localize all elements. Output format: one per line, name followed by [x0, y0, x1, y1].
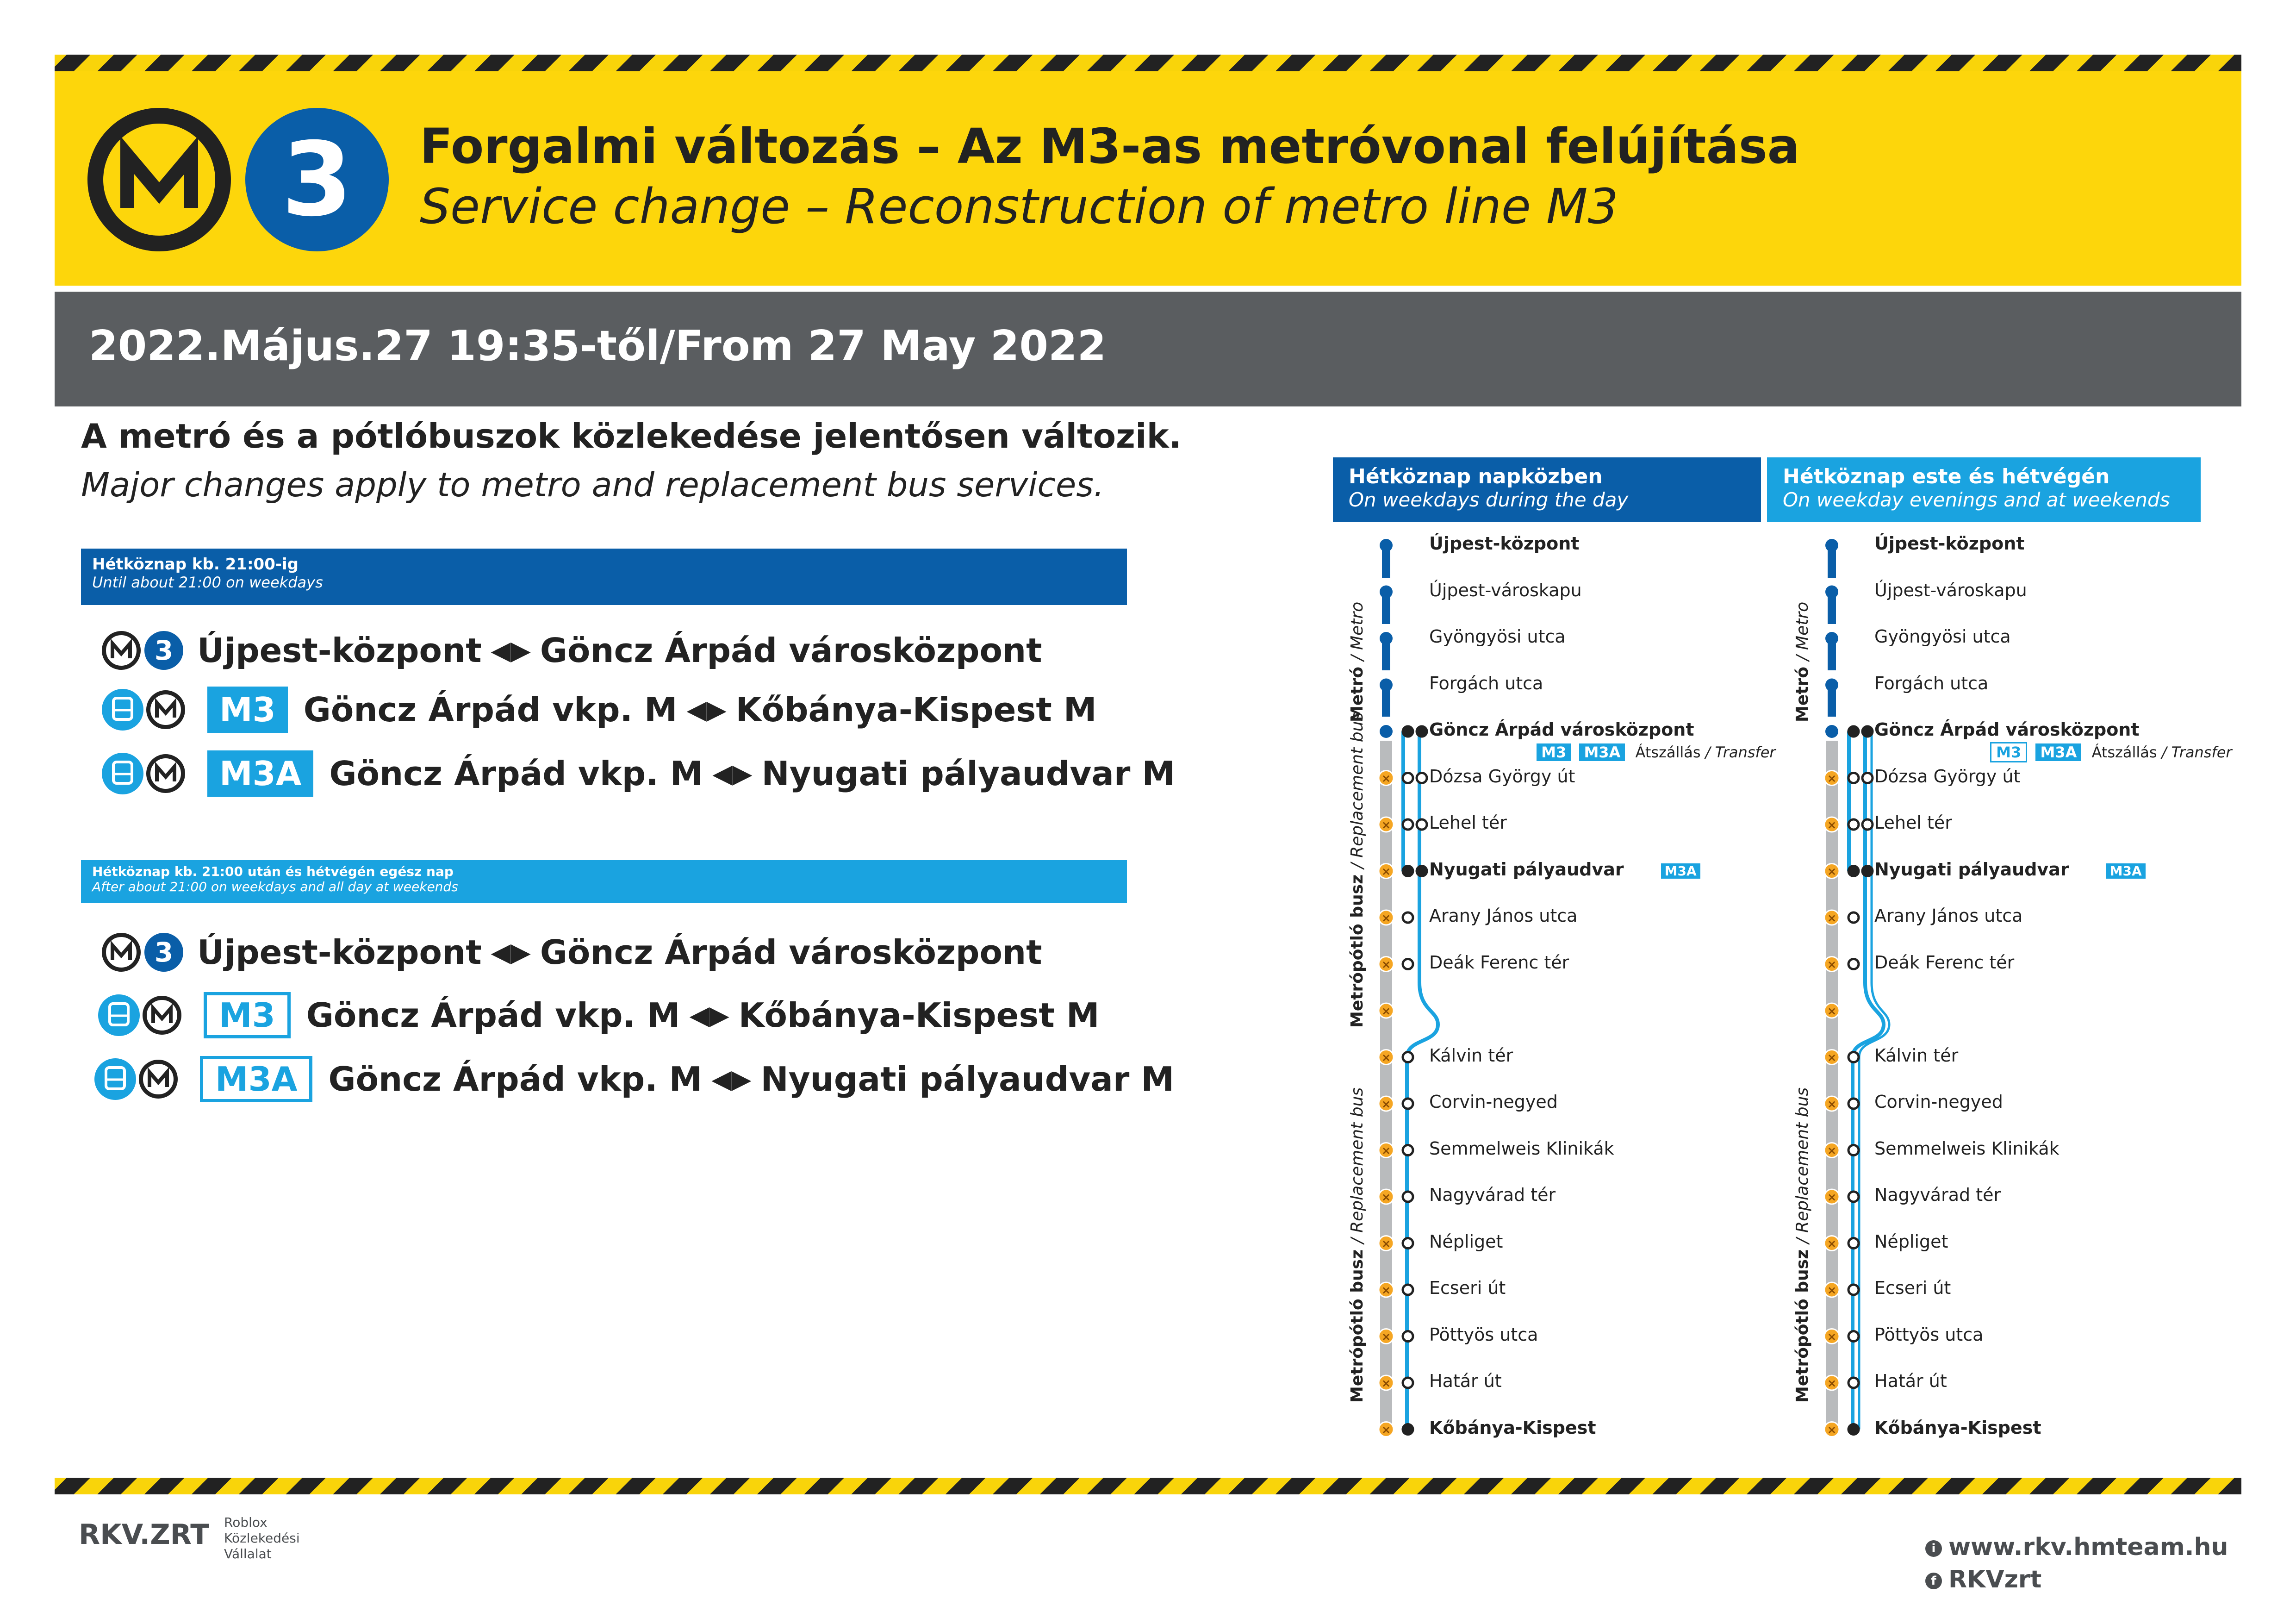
closed-cross-icon: × — [1381, 772, 1391, 785]
bus-label: Metrópótló busz — [1348, 874, 1367, 1028]
bus-stop-marker — [1848, 1052, 1859, 1062]
station-label: Semmelweis Klinikák — [1874, 1138, 2060, 1159]
evening-band-hu: Hétköznap kb. 21:00 után és hétvégén egész nap — [92, 864, 454, 879]
metro-label-en: / Metro — [1348, 601, 1367, 661]
m3-tag: M3 — [204, 992, 291, 1038]
closed-cross-icon: × — [1827, 1377, 1837, 1390]
transfer-row-day — [1425, 743, 1776, 761]
bus-stop-marker — [1403, 1285, 1413, 1295]
bus-stop-marker — [1403, 773, 1413, 783]
bidirectional-arrow-icon: ◀▶ — [491, 635, 531, 666]
bus-stop-marker — [1417, 726, 1427, 737]
title-hungarian: Forgalmi változás – Az M3-as metróvonal felújítása — [420, 118, 1800, 175]
bus-stop-marker — [1403, 819, 1413, 830]
bus-stop-marker — [1848, 1424, 1859, 1435]
bus-section-label-1 — [1348, 712, 1367, 1028]
line-3-icon: 3 — [144, 933, 183, 972]
closed-cross-icon: × — [1381, 1284, 1391, 1297]
route-to: Nyugati pályaudvar M — [760, 1060, 1175, 1099]
station-label: Kálvin tér — [1874, 1045, 1959, 1066]
bus-stop-marker — [1848, 1331, 1859, 1342]
bus-stop-marker — [1848, 1099, 1859, 1109]
website-text: www.rkv.hmteam.hu — [1948, 1533, 2228, 1561]
effective-date: 2022.Május.27 19:35-től/From 27 May 2022 — [89, 322, 1107, 370]
bus-label-en: / Replacement bus — [1348, 712, 1367, 869]
bus-label-en: / Replacement bus — [1348, 1087, 1367, 1244]
bus-stop-marker — [1848, 726, 1859, 737]
station-label: Nyugati pályaudvar M3A — [1429, 859, 1700, 880]
station-label: Nagyvárad tér — [1429, 1185, 1556, 1205]
closed-cross-icon: × — [1827, 1423, 1837, 1437]
m3a-tag: M3A — [200, 1056, 312, 1102]
bidirectional-arrow-icon: ◀▶ — [711, 1064, 752, 1094]
station-label: Dózsa György út — [1874, 766, 2021, 787]
route-to: Nyugati pályaudvar M — [761, 754, 1176, 793]
bus-section-label-3 — [1793, 1087, 1812, 1403]
closed-cross-icon: × — [1827, 818, 1837, 831]
route-to: Kőbánya-Kispest M — [735, 690, 1097, 729]
bus-stop-marker — [1403, 1192, 1413, 1202]
bidirectional-arrow-icon: ◀▶ — [689, 1000, 729, 1031]
transfer-label-en: / Transfer — [2161, 743, 2232, 761]
nyugati-m3a-tag: M3A — [2106, 863, 2146, 879]
facebook-icon: f — [1925, 1573, 1942, 1589]
col2-title-en: On weekday evenings and at weekends — [1783, 488, 2170, 511]
closed-cross-icon: × — [1381, 1330, 1391, 1343]
brand-sub-2: Közlekedési — [224, 1530, 300, 1546]
station-label: Dózsa György út — [1429, 766, 1575, 787]
metro-stop-marker — [1825, 632, 1838, 645]
closed-cross-icon: × — [1827, 912, 1837, 924]
bus-stop-marker — [1417, 819, 1427, 830]
station-label: Határ út — [1874, 1371, 1947, 1391]
station-label: Gyöngyösi utca — [1874, 626, 2011, 647]
weekday-band-en: Until about 21:00 on weekdays — [92, 574, 323, 591]
route-from: Göncz Árpád vkp. M — [303, 690, 678, 729]
weekday-band-hu: Hétköznap kb. 21:00-ig — [92, 555, 299, 574]
bidirectional-arrow-icon: ◀▶ — [491, 937, 531, 968]
route-from: Göncz Árpád vkp. M — [329, 754, 703, 793]
metro-stop-marker — [1380, 632, 1393, 645]
metro-label: Metró — [1348, 667, 1367, 722]
bus-stop-marker — [1862, 773, 1873, 783]
route-from: Újpest-központ — [197, 631, 482, 670]
closed-cross-icon: × — [1381, 865, 1391, 878]
bus-stop-marker — [1403, 1424, 1413, 1435]
closed-cross-icon: × — [1381, 1098, 1391, 1111]
transfer-row-evening — [1870, 743, 2232, 761]
closed-cross-icon: × — [1827, 1237, 1837, 1250]
lead-english: Major changes apply to metro and replacement bus services. — [81, 465, 1104, 504]
col2-title-hu: Hétköznap este és hétvégén — [1783, 465, 2110, 488]
metro-label-en: / Metro — [1793, 601, 1812, 661]
metro-stop-marker — [1380, 586, 1393, 599]
bus-stop-marker — [1862, 726, 1873, 737]
footer-brand: RKV.ZRT — [79, 1518, 210, 1551]
station-label: Göncz Árpád városközpont — [1874, 719, 2140, 740]
nyugati-m3a-tag: M3A — [1661, 863, 1700, 879]
route-to: Kőbánya-Kispest M — [738, 996, 1100, 1035]
closed-cross-icon: × — [1827, 1005, 1837, 1018]
bus-stop-marker — [1403, 1145, 1413, 1156]
brand-sub-1: Roblox — [224, 1515, 268, 1530]
bus-stop-marker — [1848, 1238, 1859, 1249]
station-label: Gyöngyösi utca — [1429, 626, 1566, 647]
social-text: RKVzrt — [1948, 1566, 2042, 1593]
bus-label: Metrópótló busz — [1793, 1249, 1812, 1403]
closed-cross-icon: × — [1381, 1191, 1391, 1204]
route-from: Göncz Árpád vkp. M — [328, 1060, 703, 1099]
bus-label-en: / Replacement bus — [1793, 1087, 1812, 1244]
transfer-label: Átszállás — [2091, 743, 2157, 761]
metro-stop-marker — [1380, 539, 1393, 552]
route-from: Göncz Árpád vkp. M — [306, 996, 680, 1035]
station-label: Kálvin tér — [1429, 1045, 1513, 1066]
metro-stop-marker — [1380, 725, 1393, 738]
bus-stop-marker — [1848, 1378, 1859, 1388]
bus-stop-marker — [1848, 1192, 1859, 1202]
bus-stop-marker — [1403, 726, 1413, 737]
metro-stop-marker — [1825, 725, 1838, 738]
m3a-tag-small: M3A — [1579, 743, 1625, 761]
route-from: Újpest-központ — [197, 933, 482, 972]
station-label: Semmelweis Klinikák — [1429, 1138, 1614, 1159]
metro-stop-marker — [1825, 586, 1838, 599]
station-label: Forgách utca — [1429, 673, 1543, 693]
closed-cross-icon: × — [1381, 1423, 1391, 1437]
station-label: Lehel tér — [1874, 812, 1952, 833]
lead-hungarian: A metró és a pótlóbuszok közlekedése jelentősen változik. — [81, 417, 1182, 456]
bus-stop-marker — [1403, 1331, 1413, 1342]
bus-stop-marker — [1417, 866, 1427, 876]
bus-stop-marker — [1848, 773, 1859, 783]
closed-cross-icon: × — [1827, 958, 1837, 971]
hazard-stripe-bottom — [55, 1478, 2241, 1494]
station-label: Corvin-negyed — [1874, 1092, 2003, 1112]
bidirectional-arrow-icon: ◀▶ — [686, 694, 727, 725]
bus-stop-marker — [1403, 1378, 1413, 1388]
station-label: Nagyvárad tér — [1874, 1185, 2001, 1205]
bus-stop-marker — [1403, 866, 1413, 876]
closed-cross-icon: × — [1827, 1098, 1837, 1111]
bidirectional-arrow-icon: ◀▶ — [712, 758, 753, 789]
closed-cross-icon: × — [1381, 1005, 1391, 1018]
metro-section-label — [1348, 602, 1367, 722]
bus-stop-marker — [1403, 959, 1413, 969]
m3a-tag-small: M3A — [2035, 743, 2081, 761]
station-label: Deák Ferenc tér — [1429, 952, 1569, 973]
bus-stop-marker — [1848, 1145, 1859, 1156]
bus-stop-marker — [1848, 1285, 1859, 1295]
bus-label: Metrópótló busz — [1348, 1249, 1367, 1403]
bus-stop-marker — [1848, 912, 1859, 923]
closed-cross-icon: × — [1827, 1191, 1837, 1204]
bus-stop-marker — [1403, 1099, 1413, 1109]
bus-stop-marker — [1417, 773, 1427, 783]
station-label: Lehel tér — [1429, 812, 1507, 833]
line-3-icon: 3 — [144, 631, 183, 670]
route-to: Göncz Árpád városközpont — [540, 631, 1042, 670]
m3-tag: M3 — [207, 687, 288, 733]
station-label: Népliget — [1429, 1231, 1503, 1252]
transfer-label: Átszállás — [1635, 743, 1701, 761]
closed-cross-icon: × — [1827, 1284, 1837, 1297]
station-label: Pöttyös utca — [1429, 1324, 1538, 1345]
station-label: Újpest-városkapu — [1874, 580, 2027, 600]
station-label: Ecseri út — [1429, 1278, 1506, 1298]
metro-stop-marker — [1825, 539, 1838, 552]
bus-stop-marker — [1403, 1238, 1413, 1249]
footer-social[interactable] — [1925, 1566, 2041, 1593]
route-to: Göncz Árpád városközpont — [540, 933, 1042, 972]
bus-stop-marker — [1862, 819, 1873, 830]
metro-stop-marker — [1825, 679, 1838, 692]
closed-cross-icon: × — [1381, 912, 1391, 924]
closed-cross-icon: × — [1827, 1051, 1837, 1064]
brand-sub-3: Vállalat — [224, 1546, 272, 1562]
metro-stop-marker — [1380, 679, 1393, 692]
station-label: Deák Ferenc tér — [1874, 952, 2015, 973]
metro-section-label-2 — [1793, 602, 1812, 722]
closed-cross-icon: × — [1381, 1144, 1391, 1157]
station-label: Göncz Árpád városközpont — [1429, 719, 1694, 740]
station-label: Kőbánya-Kispest — [1874, 1417, 2041, 1438]
station-label: Nyugati pályaudvar M3A — [1874, 859, 2146, 880]
station-label: Arany János utca — [1429, 906, 1578, 926]
closed-cross-icon: × — [1827, 772, 1837, 785]
bus-stop-marker — [1862, 866, 1873, 876]
m3a-tag: M3A — [207, 750, 313, 797]
closed-cross-icon: × — [1381, 1237, 1391, 1250]
bus-stop-marker — [1403, 1052, 1413, 1062]
station-label: Ecseri út — [1874, 1278, 1951, 1298]
station-label: Arany János utca — [1874, 906, 2023, 926]
closed-cross-icon: × — [1381, 1377, 1391, 1390]
evening-band-en: After about 21:00 on weekdays and all day at weekends — [92, 879, 458, 894]
station-label: Népliget — [1874, 1231, 1948, 1252]
closed-cross-icon: × — [1381, 958, 1391, 971]
info-icon: i — [1925, 1540, 1942, 1557]
m3-tag-small: M3 — [1537, 743, 1571, 761]
bus-stop-marker — [1403, 912, 1413, 923]
bus-stop-marker — [1848, 959, 1859, 969]
bus-section-label-2 — [1348, 1087, 1367, 1403]
station-label: Határ út — [1429, 1371, 1502, 1391]
station-label: Újpest-központ — [1429, 533, 1580, 554]
footer-brand-sub — [224, 1515, 300, 1562]
closed-cross-icon: × — [1827, 865, 1837, 878]
title-english: Service change – Reconstruction of metro line M3 — [420, 178, 1618, 235]
transfer-label-en: / Transfer — [1705, 743, 1776, 761]
station-label: Pöttyös utca — [1874, 1324, 1984, 1345]
footer-website[interactable] — [1925, 1533, 2228, 1561]
bus-stop-marker — [1848, 866, 1859, 876]
station-label: Újpest-központ — [1874, 533, 2025, 554]
m3-tag-small: M3 — [1990, 742, 2027, 762]
closed-cross-icon: × — [1827, 1330, 1837, 1343]
station-label: Kőbánya-Kispest — [1429, 1417, 1596, 1438]
station-label: Újpest-városkapu — [1429, 580, 1582, 600]
metro-label: Metró — [1793, 667, 1812, 722]
line-3-badge: 3 — [245, 108, 389, 251]
closed-cross-icon: × — [1381, 1051, 1391, 1064]
col1-title-en: On weekdays during the day — [1349, 488, 1629, 511]
closed-cross-icon: × — [1827, 1144, 1837, 1157]
station-label: Corvin-negyed — [1429, 1092, 1558, 1112]
closed-cross-icon: × — [1381, 818, 1391, 831]
col1-title-hu: Hétköznap napközben — [1349, 465, 1603, 488]
station-label: Forgách utca — [1874, 673, 1989, 693]
bus-stop-marker — [1848, 819, 1859, 830]
